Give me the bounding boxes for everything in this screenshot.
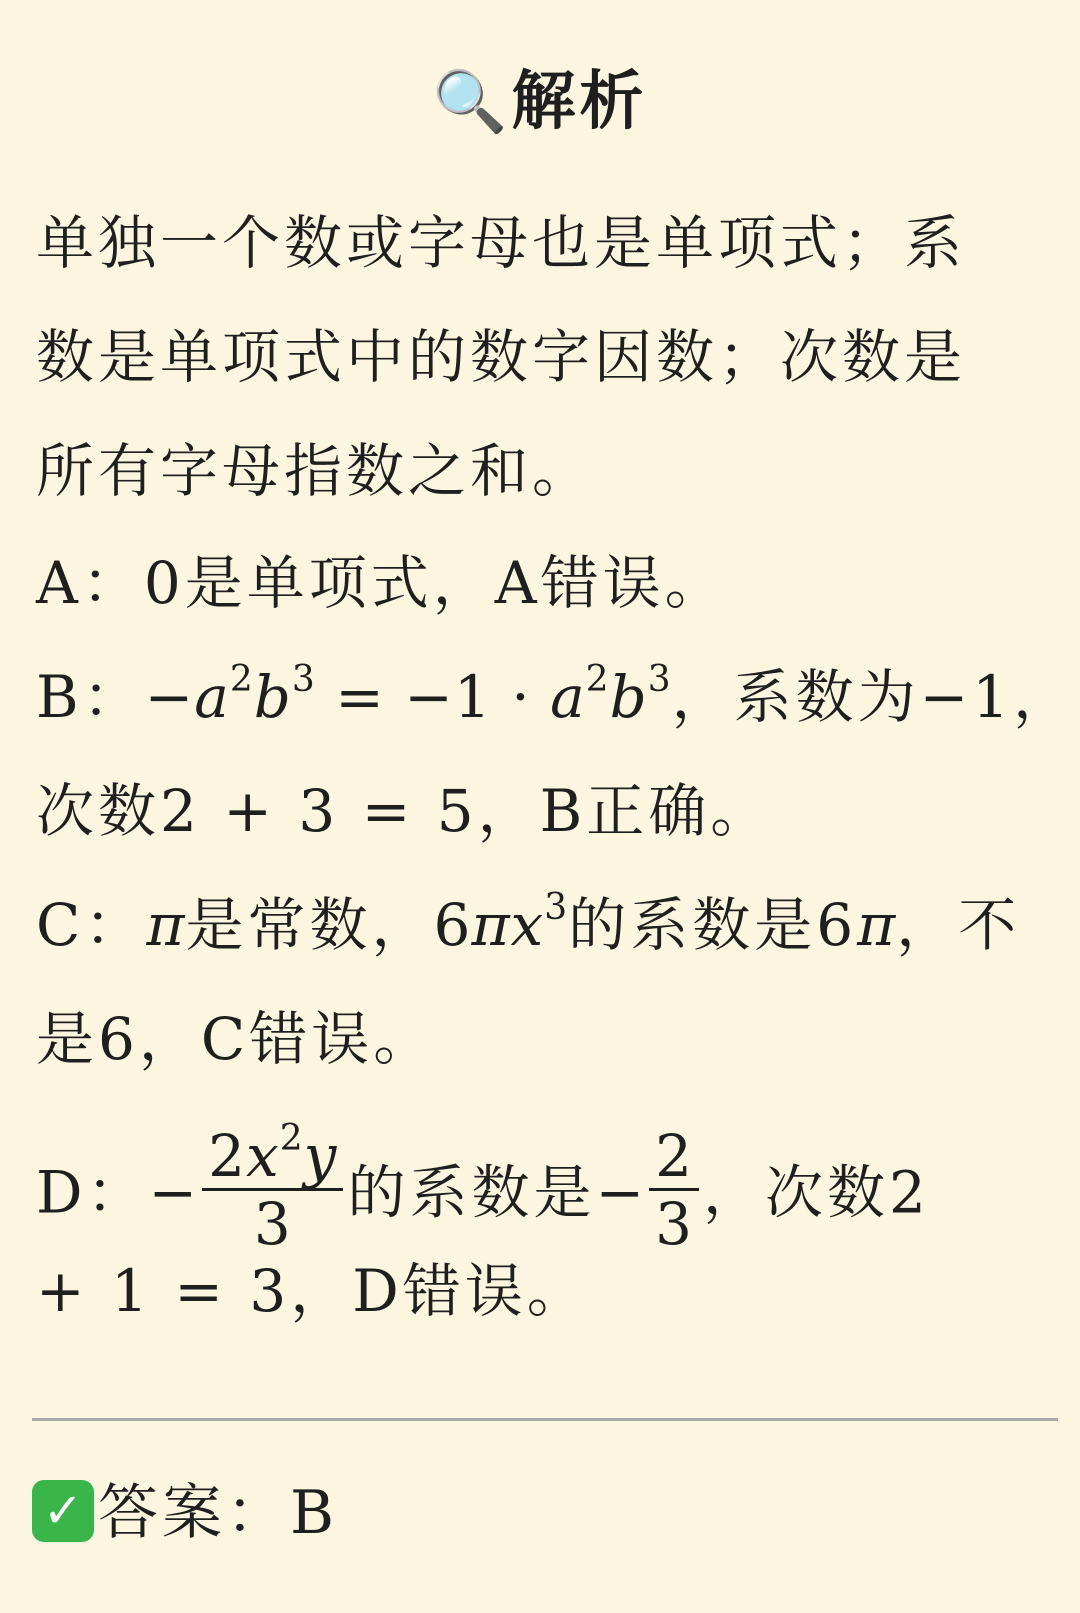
option-b-formula: $-a^2b^3 = -1 \cdot a^2b^3$	[144, 658, 672, 731]
option-b-prefix: B：	[36, 663, 145, 731]
answer-row	[32, 1478, 338, 1548]
fraction-1-numerator: $2x^2y$	[202, 1126, 343, 1191]
option-a-line: A：0是单项式，A错误。	[36, 549, 727, 617]
option-d-text-1: 的系数是	[347, 1158, 596, 1227]
option-c-prefix: C：	[36, 891, 147, 959]
option-d-line-2: + 1 = 3，D错误。	[36, 1257, 589, 1325]
option-d-line-1	[36, 1117, 1046, 1263]
intro-line-1: 单独一个数或字母也是单项式；系	[36, 209, 967, 277]
fraction-1-denominator: 3	[253, 1190, 292, 1258]
option-d-fraction-2	[649, 1122, 699, 1258]
page-title	[0, 62, 1080, 142]
divider	[32, 1418, 1058, 1421]
title-text: 解析	[511, 64, 648, 139]
option-d-fraction-1	[202, 1117, 343, 1258]
intro-line-2: 数是单项式中的数字因数；次数是	[36, 323, 967, 391]
option-c-text-1: 是常数，	[185, 891, 434, 959]
option-c-text-3: ，不	[896, 891, 1021, 959]
pi-symbol: π	[146, 891, 186, 959]
option-b-line-2: 次数2 + 3 = 5，B正确。	[36, 777, 773, 845]
option-c-formula: $6\pi x^3$	[433, 886, 569, 959]
pi-symbol-2: π	[857, 891, 897, 959]
answer-label: 答案：	[98, 1478, 290, 1548]
magnifying-glass-icon: 🔍	[432, 67, 512, 137]
option-c-text-2: 的系数是6	[568, 891, 858, 959]
option-c-line-2: 是6，C错误。	[36, 1005, 436, 1073]
answer-value: B	[290, 1478, 339, 1548]
option-d-prefix: D：	[36, 1158, 149, 1227]
fraction-2-numerator: 2	[649, 1126, 699, 1191]
option-b-text-1: ，系数为−1，	[671, 663, 1076, 731]
fraction-2-denominator: 3	[655, 1190, 693, 1258]
intro-line-3: 所有字母指数之和。	[36, 437, 595, 505]
minus-sign: −	[148, 1158, 199, 1227]
option-c-line-1	[36, 886, 1046, 960]
minus-sign-2: −	[595, 1158, 646, 1227]
check-mark-button-icon: ✓	[32, 1480, 94, 1542]
option-b-line-1	[36, 658, 1076, 732]
option-d-text-2: ，次数2	[702, 1158, 930, 1227]
